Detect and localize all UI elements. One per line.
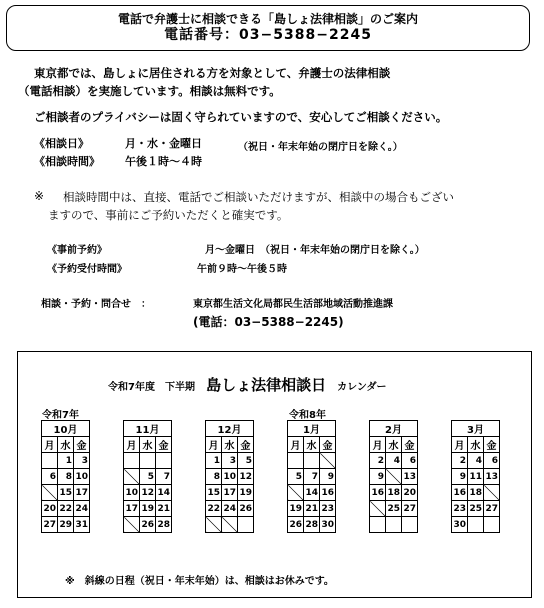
weekday-header: 月 <box>206 437 222 453</box>
day-label: 《相談日》 <box>34 137 89 150</box>
notice-line-2: ますので、事前にご予約いただくと確実です。 <box>48 208 289 222</box>
date-cell: 10 <box>74 469 90 485</box>
date-cell: 30 <box>452 517 468 533</box>
date-cell: 23 <box>452 501 468 517</box>
date-cell: 6 <box>402 453 418 469</box>
date-cell: 29 <box>58 517 74 533</box>
date-cell: 26 <box>140 517 156 533</box>
date-cell <box>124 453 140 469</box>
holiday-cell <box>124 517 140 533</box>
date-cell: 7 <box>304 469 320 485</box>
date-cell <box>288 453 304 469</box>
date-cell: 1 <box>58 453 74 469</box>
weekday-header: 月 <box>370 437 386 453</box>
title-line-1: 電話で弁護士に相談できる「島しょ法律相談」のご案内 <box>117 12 418 26</box>
date-cell: 14 <box>304 485 320 501</box>
weekday-header: 金 <box>402 437 418 453</box>
contact-label: 相談・予約・問合せ ： <box>41 299 151 310</box>
date-cell: 3 <box>74 453 90 469</box>
date-cell: 19 <box>288 501 304 517</box>
holiday-cell <box>386 469 402 485</box>
month-name: 11月 <box>124 421 172 437</box>
date-cell: 6 <box>42 469 58 485</box>
date-cell: 15 <box>206 485 222 501</box>
calendar-title-prefix: 令和7年度 下半期 <box>108 382 195 393</box>
date-cell <box>156 453 172 469</box>
weekday-header: 水 <box>386 437 402 453</box>
date-cell: 12 <box>238 469 254 485</box>
date-cell: 22 <box>206 501 222 517</box>
date-cell: 21 <box>304 501 320 517</box>
month-name: 1月 <box>288 421 336 437</box>
weekday-header: 金 <box>238 437 254 453</box>
month-name: 10月 <box>42 421 90 437</box>
weekday-header: 月 <box>452 437 468 453</box>
weekday-header: 水 <box>58 437 74 453</box>
date-cell <box>42 453 58 469</box>
date-cell <box>238 517 254 533</box>
date-cell: 16 <box>370 485 386 501</box>
notice-line-1: 相談時間中は、直接、電話でご相談いただけますが、相談中の場合もござい <box>63 190 454 204</box>
date-cell: 17 <box>74 485 90 501</box>
notice-mark: ※ <box>34 189 45 203</box>
date-cell <box>386 517 402 533</box>
date-cell: 9 <box>320 469 336 485</box>
holiday-cell <box>320 453 336 469</box>
month-calendar <box>287 420 336 533</box>
date-cell: 19 <box>140 501 156 517</box>
holiday-cell <box>124 469 140 485</box>
date-cell: 20 <box>42 501 58 517</box>
time-label: 《相談時間》 <box>34 155 100 168</box>
time-value: 午後１時〜４時 <box>125 155 202 168</box>
date-cell: 6 <box>484 453 500 469</box>
date-cell <box>140 453 156 469</box>
day-value: 月・水・金曜日 <box>125 137 202 150</box>
date-cell: 4 <box>386 453 402 469</box>
date-cell: 9 <box>452 469 468 485</box>
date-cell: 12 <box>140 485 156 501</box>
date-cell: 31 <box>74 517 90 533</box>
contact-org: 東京都生活文化局都民生活部地域活動推進課 <box>193 299 393 310</box>
intro-line-1: 東京都では、島しょに居住される方を対象として、弁護士の法律相談 <box>34 66 391 80</box>
date-cell: 10 <box>124 485 140 501</box>
date-cell: 4 <box>468 453 484 469</box>
reservation-value: 月〜金曜日 （祝日・年末年始の閉庁日を除く。） <box>205 245 425 256</box>
weekday-header: 金 <box>74 437 90 453</box>
date-cell: 2 <box>370 453 386 469</box>
date-cell: 30 <box>320 517 336 533</box>
date-cell: 2 <box>452 453 468 469</box>
date-cell: 18 <box>468 485 484 501</box>
date-cell: 24 <box>74 501 90 517</box>
holiday-cell <box>206 517 222 533</box>
date-cell: 28 <box>156 517 172 533</box>
weekday-header: 水 <box>222 437 238 453</box>
date-cell: 10 <box>222 469 238 485</box>
calendar-footnote: ※ 斜線の日程（祝日・年末年始）は、相談はお休みです。 <box>65 576 334 587</box>
date-cell: 5 <box>238 453 254 469</box>
weekday-header: 金 <box>484 437 500 453</box>
month-calendar <box>369 420 418 533</box>
intro-line-2: （電話相談）を実施しています。相談は無料です。 <box>18 84 281 98</box>
weekday-header: 水 <box>140 437 156 453</box>
date-cell: 15 <box>58 485 74 501</box>
weekday-header: 月 <box>42 437 58 453</box>
month-name: 2月 <box>370 421 418 437</box>
holiday-cell <box>288 485 304 501</box>
date-cell <box>468 517 484 533</box>
month-calendar <box>41 420 90 533</box>
date-cell: 25 <box>386 501 402 517</box>
contact-phone: (電話：03−5388−2245) <box>193 315 344 329</box>
day-note: （祝日・年末年始の閉庁日を除く。） <box>238 142 403 153</box>
holiday-cell <box>222 517 238 533</box>
date-cell: 5 <box>140 469 156 485</box>
date-cell <box>304 453 320 469</box>
holiday-cell <box>484 485 500 501</box>
date-cell: 23 <box>320 501 336 517</box>
holiday-cell <box>370 501 386 517</box>
date-cell: 22 <box>58 501 74 517</box>
date-cell: 16 <box>452 485 468 501</box>
weekday-header: 月 <box>288 437 304 453</box>
year-label-r7: 令和7年 <box>42 410 79 421</box>
date-cell: 28 <box>304 517 320 533</box>
date-cell: 11 <box>468 469 484 485</box>
date-cell: 3 <box>222 453 238 469</box>
reception-time-value: 午前９時〜午後５時 <box>197 264 287 275</box>
month-calendar <box>123 420 172 533</box>
weekday-header: 水 <box>304 437 320 453</box>
date-cell: 18 <box>386 485 402 501</box>
month-name: 12月 <box>206 421 254 437</box>
date-cell: 27 <box>484 501 500 517</box>
month-calendar <box>451 420 500 533</box>
date-cell: 21 <box>156 501 172 517</box>
date-cell: 5 <box>288 469 304 485</box>
privacy-line: ご相談者のプライバシーは固く守られていますので、安心してご相談ください。 <box>34 110 448 124</box>
date-cell: 27 <box>402 501 418 517</box>
month-name: 3月 <box>452 421 500 437</box>
weekday-header: 金 <box>156 437 172 453</box>
year-label-r8: 令和8年 <box>289 410 326 421</box>
title-box <box>6 5 530 51</box>
holiday-cell <box>42 485 58 501</box>
date-cell: 13 <box>484 469 500 485</box>
date-cell: 27 <box>42 517 58 533</box>
date-cell: 25 <box>468 501 484 517</box>
date-cell: 1 <box>206 453 222 469</box>
month-calendar <box>205 420 254 533</box>
weekday-header: 月 <box>124 437 140 453</box>
date-cell: 17 <box>222 485 238 501</box>
date-cell: 8 <box>58 469 74 485</box>
date-cell: 24 <box>222 501 238 517</box>
weekday-header: 金 <box>320 437 336 453</box>
date-cell: 14 <box>156 485 172 501</box>
date-cell: 13 <box>402 469 418 485</box>
calendar-title <box>108 374 387 395</box>
date-cell <box>370 517 386 533</box>
reservation-label: 《事前予約》 <box>47 245 107 256</box>
calendar-title-suffix: カレンダー <box>337 382 387 393</box>
date-cell: 7 <box>156 469 172 485</box>
calendar-title-main: 島しょ法律相談日 <box>206 376 327 394</box>
date-cell: 17 <box>124 501 140 517</box>
date-cell: 9 <box>370 469 386 485</box>
date-cell: 19 <box>238 485 254 501</box>
date-cell: 8 <box>206 469 222 485</box>
date-cell <box>402 517 418 533</box>
weekday-header: 水 <box>468 437 484 453</box>
date-cell: 16 <box>320 485 336 501</box>
title-phone: 電話番号：03−5388−2245 <box>164 27 372 43</box>
date-cell: 20 <box>402 485 418 501</box>
date-cell <box>484 517 500 533</box>
date-cell: 26 <box>288 517 304 533</box>
reception-time-label: 《予約受付時間》 <box>47 264 127 275</box>
date-cell: 26 <box>238 501 254 517</box>
